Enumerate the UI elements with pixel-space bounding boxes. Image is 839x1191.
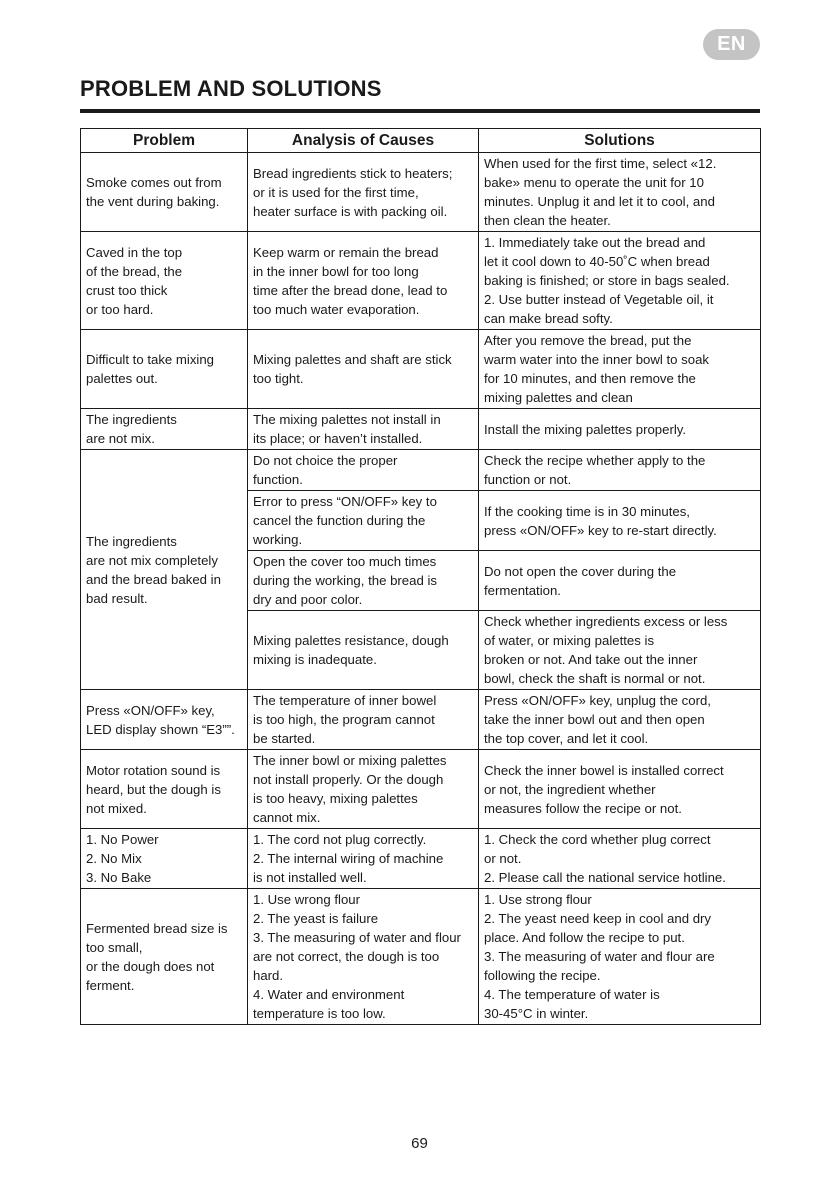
problems-solutions-table	[80, 128, 761, 1025]
header-solutions: Solutions	[479, 129, 761, 153]
solution-cell: Check the inner bowel is installed correct or not, the ingredient whether measures follow the recipe or not.	[479, 750, 761, 829]
problem-cell: Press «ON/OFF» key, LED display shown “E3””.	[81, 690, 248, 750]
solution-cell: Check the recipe whether apply to the function or not.	[479, 450, 761, 491]
problem-cell: Motor rotation sound is heard, but the dough is not mixed.	[81, 750, 248, 829]
problem-cell: The ingredients are not mix completely and the bread baked in bad result.	[81, 450, 248, 690]
solution-cell: Install the mixing palettes properly.	[479, 409, 761, 450]
solution-cell: 1. Use strong flour 2. The yeast need keep in cool and dry place. And follow the recipe to put. 3. The measuring of water and flour are following the recipe. 4. The temperature of water is 30-45°C in winter.	[479, 889, 761, 1025]
cause-cell: 1. Use wrong flour 2. The yeast is failure 3. The measuring of water and flour are not correct, the dough is too hard. 4. Water and environment temperature is too low.	[248, 889, 479, 1025]
table-row	[81, 153, 761, 232]
solution-cell: After you remove the bread, put the warm water into the inner bowl to soak for 10 minutes, and then remove the mixing palettes and clean	[479, 330, 761, 409]
cause-cell: The inner bowl or mixing palettes not install properly. Or the dough is too heavy, mixing palettes cannot mix.	[248, 750, 479, 829]
problem-cell: Caved in the top of the bread, the crust too thick or too hard.	[81, 232, 248, 330]
solution-cell: Press «ON/OFF» key, unplug the cord, take the inner bowl out and then open the top cover, and let it cool.	[479, 690, 761, 750]
header-problem: Problem	[81, 129, 248, 153]
solution-cell: 1. Immediately take out the bread and let it cool down to 40-50˚C when bread baking is finished; or store in bags sealed. 2. Use butter instead of Vegetable oil, it can make bread softy.	[479, 232, 761, 330]
solution-cell: Do not open the cover during the fermentation.	[479, 551, 761, 611]
cause-cell: Mixing palettes resistance, dough mixing is inadequate.	[248, 611, 479, 690]
solution-cell: Check whether ingredients excess or less of water, or mixing palettes is broken or not. And take out the inner bowl, check the shaft is normal or not.	[479, 611, 761, 690]
page-title: PROBLEM AND SOLUTIONS	[80, 76, 382, 101]
problem-cell: Fermented bread size is too small, or the dough does not ferment.	[81, 889, 248, 1025]
header-analysis: Analysis of Causes	[248, 129, 479, 153]
solution-cell: When used for the first time, select «12. bake» menu to operate the unit for 10 minutes. Unplug it and let it to cool, and then clean the heater.	[479, 153, 761, 232]
problem-cell: Smoke comes out from the vent during baking.	[81, 153, 248, 232]
table-row	[81, 889, 761, 1025]
solution-cell: If the cooking time is in 30 minutes, press «ON/OFF» key to re-start directly.	[479, 491, 761, 551]
table-header-row	[81, 129, 761, 153]
problem-cell: 1. No Power 2. No Mix 3. No Bake	[81, 829, 248, 889]
cause-cell: 1. The cord not plug correctly. 2. The internal wiring of machine is not installed well.	[248, 829, 479, 889]
language-badge: EN	[703, 29, 760, 60]
table-row	[81, 330, 761, 409]
cause-cell: The mixing palettes not install in its place; or haven’t installed.	[248, 409, 479, 450]
table-row	[81, 690, 761, 750]
solution-cell: 1. Check the cord whether plug correct or not. 2. Please call the national service hotline.	[479, 829, 761, 889]
table-row	[81, 409, 761, 450]
title-divider	[80, 109, 760, 113]
table-row	[81, 232, 761, 330]
cause-cell: The temperature of inner bowel is too high, the program cannot be started.	[248, 690, 479, 750]
problem-cell: Difficult to take mixing palettes out.	[81, 330, 248, 409]
table-row	[81, 829, 761, 889]
page-number: 69	[411, 1135, 428, 1152]
table-row	[81, 750, 761, 829]
table-row	[81, 450, 761, 491]
cause-cell: Keep warm or remain the bread in the inner bowl for too long time after the bread done, lead to too much water evaporation.	[248, 232, 479, 330]
cause-cell: Bread ingredients stick to heaters; or it is used for the first time, heater surface is with packing oil.	[248, 153, 479, 232]
cause-cell: Open the cover too much times during the working, the bread is dry and poor color.	[248, 551, 479, 611]
cause-cell: Do not choice the proper function.	[248, 450, 479, 491]
problem-cell: The ingredients are not mix.	[81, 409, 248, 450]
cause-cell: Mixing palettes and shaft are stick too tight.	[248, 330, 479, 409]
cause-cell: Error to press “ON/OFF» key to cancel the function during the working.	[248, 491, 479, 551]
